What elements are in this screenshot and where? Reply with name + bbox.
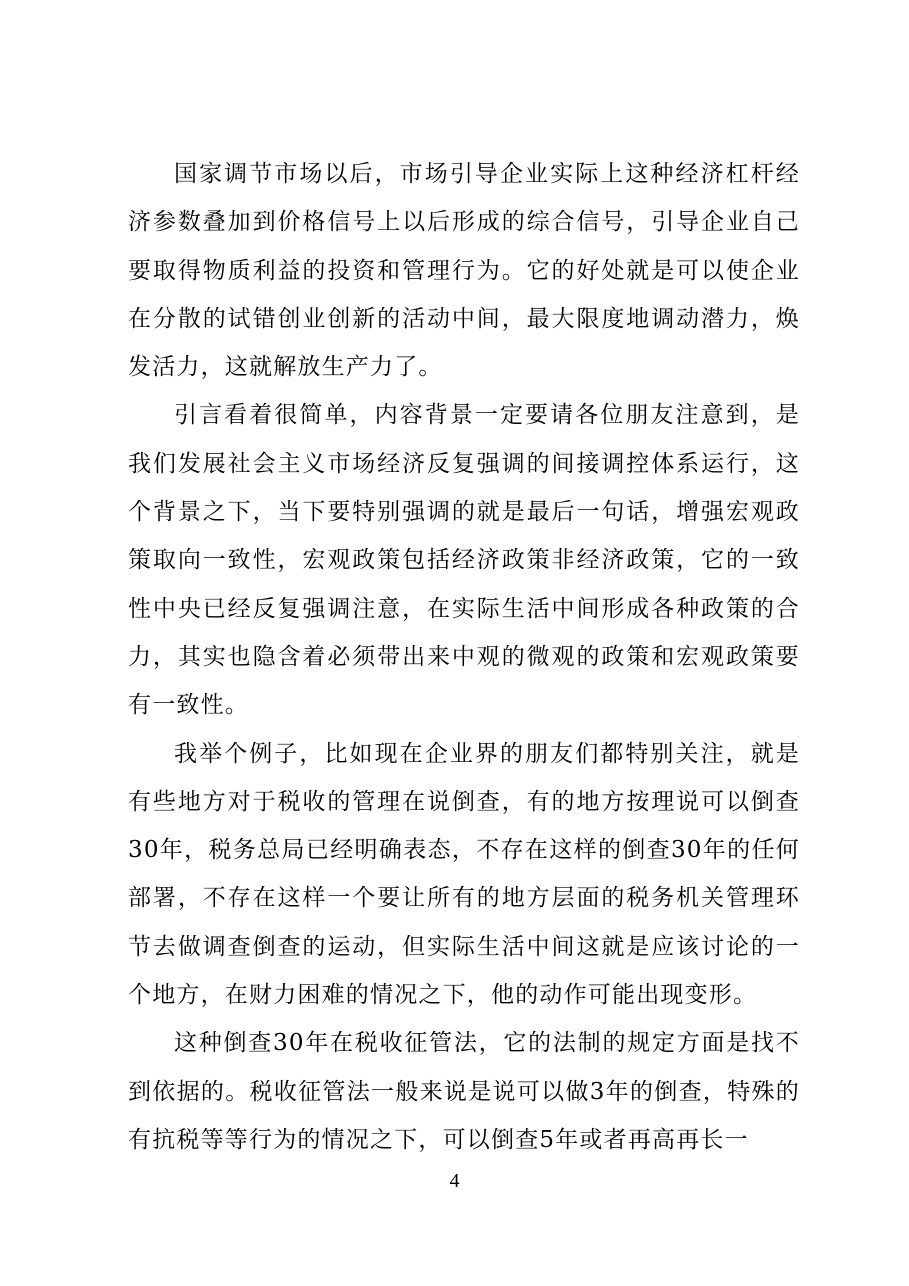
paragraph-3: 我举个例子，比如现在企业界的朋友们都特别关注，就是有些地方对于税收的管理在说倒查，有的地方按理说可以倒查30年，税务总局已经明确表态，不存在这样的倒查30年的任何部署，不存在这样一个要让所有的地方层面的税务机关管理环节去做调查倒查的运动，但实际生活中间这就是应该讨论的一个地方，在财力困难的情况之下，他的动作可能出现变形。 [128, 740, 800, 1009]
page-number: 4 [449, 1170, 460, 1192]
body-text [128, 150, 800, 1164]
paragraph-2: 引言看着很简单，内容背景一定要请各位朋友注意到，是我们发展社会主义市场经济反复强调的间接调控体系运行，这个背景之下，当下要特别强调的就是最后一句话，增强宏观政策取向一致性，宏观政策包括经济政策非经济政策，它的一致性中央已经反复强调注意，在实际生活中间形成各种政策的合力，其实也隐含着必须带出来中观的微观的政策和宏观政策要有一致性。 [128, 402, 800, 719]
paragraph-1: 国家调节市场以后，市场引导企业实际上这种经济杠杆经济参数叠加到价格信号上以后形成的综合信号，引导企业自己要取得物质利益的投资和管理行为。它的好处就是可以使企业在分散的试错创业创新的活动中间，最大限度地调动潜力，焕发活力，这就解放生产力了。 [128, 161, 800, 381]
paragraph-4: 这种倒查30年在税收征管法，它的法制的规定方面是找不到依据的。税收征管法一般来说是说可以做3年的倒查，特殊的有抗税等等行为的情况之下，可以倒查5年或者再高再长一 [128, 1030, 800, 1153]
